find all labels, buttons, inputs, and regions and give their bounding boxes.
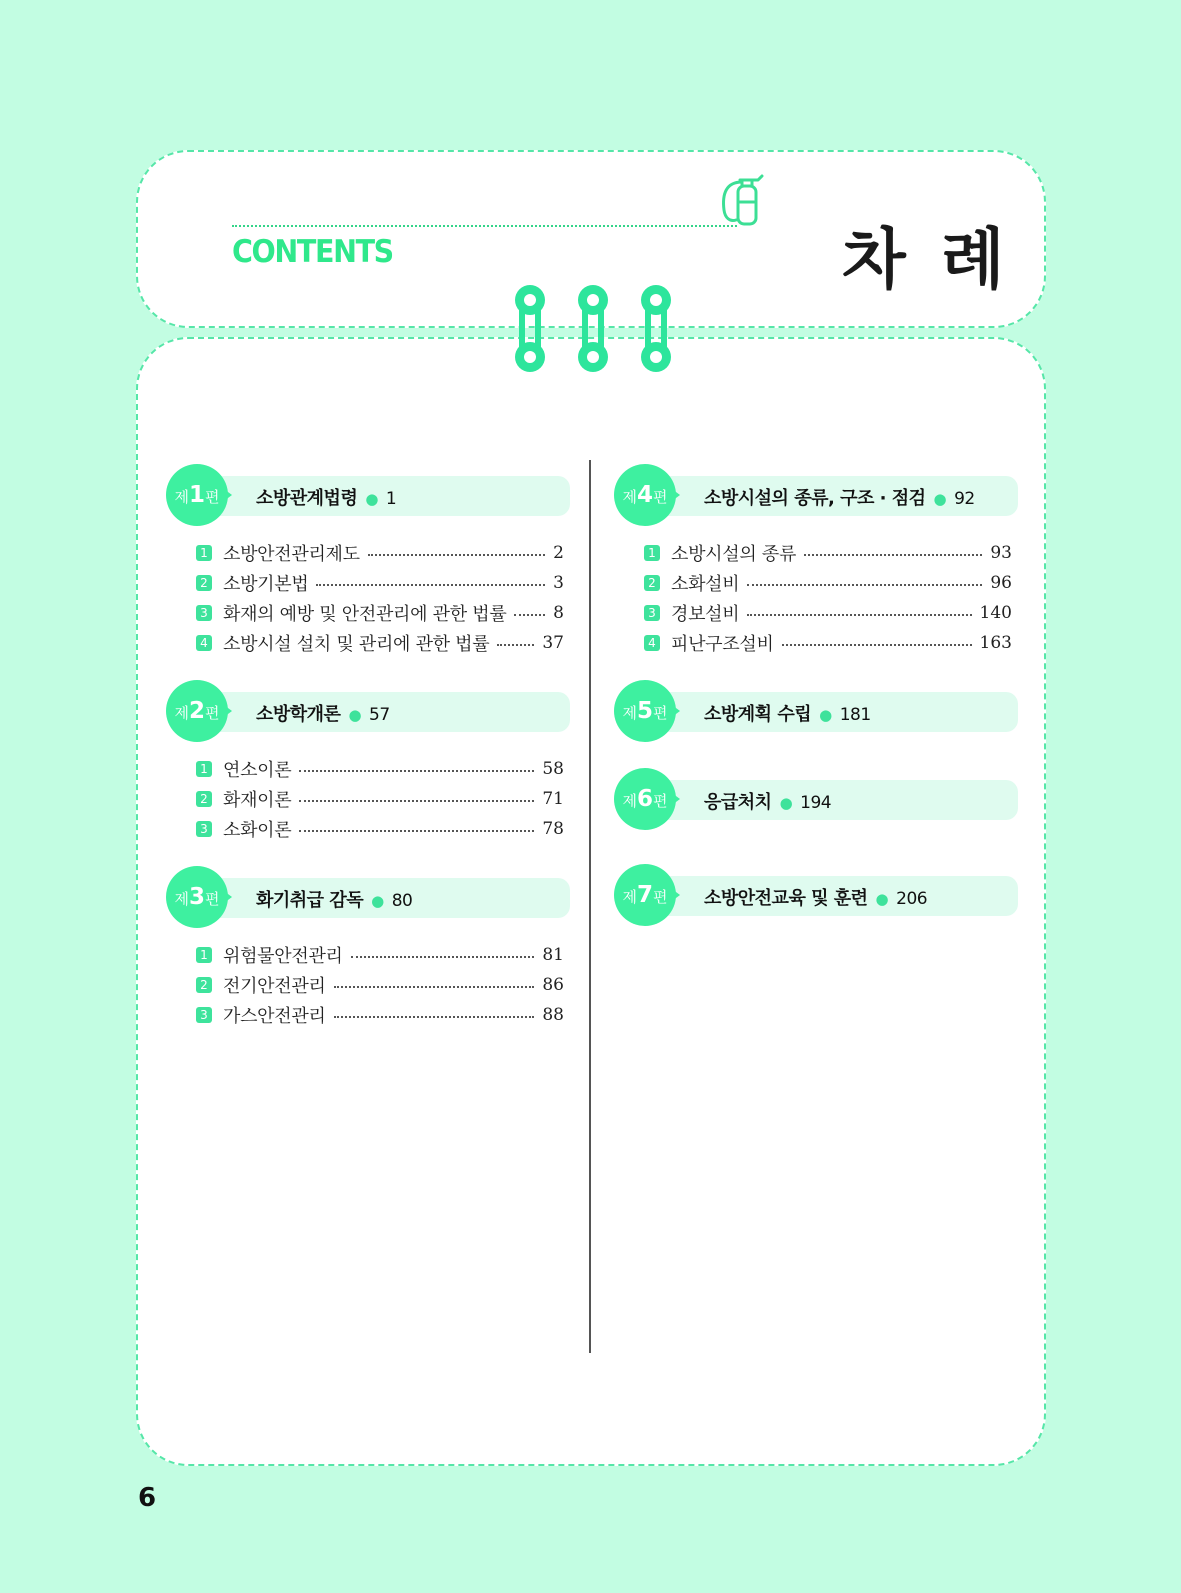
part-suffix: 편 <box>653 488 668 506</box>
fire-extinguisher-icon <box>716 172 766 230</box>
dot-leader <box>747 614 971 616</box>
part-suffix: 편 <box>205 890 220 908</box>
dot-leader <box>334 986 535 988</box>
chapter-item[interactable] <box>196 970 564 1000</box>
chapter-item[interactable] <box>644 628 1012 658</box>
chapter-item[interactable] <box>196 814 564 844</box>
bullet-icon: ● <box>819 706 832 724</box>
part-prefix: 제 <box>174 488 189 506</box>
chapter-title: 위험물안전관리 <box>223 946 343 967</box>
chapter-page: 8 <box>553 603 564 623</box>
page-number: 6 <box>138 1483 157 1513</box>
part-title: 소방관계법령 <box>256 488 358 509</box>
part-prefix: 제 <box>174 704 189 722</box>
dot-leader <box>316 584 545 586</box>
chapter-number: 3 <box>196 605 212 621</box>
chapter-item[interactable] <box>644 538 1012 568</box>
chapter-list-2 <box>196 754 564 844</box>
part-suffix: 편 <box>653 888 668 906</box>
part-heading-6[interactable] <box>614 768 1018 830</box>
dot-leader <box>368 554 545 556</box>
dot-leader <box>351 956 535 958</box>
part-prefix: 제 <box>174 890 189 908</box>
chapter-title: 소방안전관리제도 <box>223 544 360 565</box>
part-badge <box>614 464 676 526</box>
chapter-number: 4 <box>196 635 212 651</box>
chapter-number: 2 <box>196 575 212 591</box>
part-title-line <box>704 884 927 910</box>
chapter-page: 163 <box>979 633 1012 653</box>
part-title-line <box>256 700 390 726</box>
chapter-item[interactable] <box>196 568 564 598</box>
part-prefix: 제 <box>622 888 637 906</box>
part-badge <box>166 464 228 526</box>
chapter-number: 1 <box>196 947 212 963</box>
dot-leader <box>747 584 982 586</box>
part-title: 응급처치 <box>704 792 772 813</box>
chapter-title: 소화이론 <box>223 820 292 841</box>
chapter-number: 2 <box>196 791 212 807</box>
chapter-item[interactable] <box>644 568 1012 598</box>
column-divider <box>589 460 591 1353</box>
binder-ring-hole <box>524 351 536 363</box>
part-title-line <box>704 484 975 510</box>
chapter-title: 소화설비 <box>671 574 740 595</box>
chapter-list-1 <box>196 538 564 658</box>
bullet-icon: ● <box>348 706 362 724</box>
chapter-page: 37 <box>542 633 564 653</box>
dot-leader <box>497 644 534 646</box>
part-arrow-icon <box>224 891 232 903</box>
part-suffix: 편 <box>205 488 220 506</box>
part-prefix: 제 <box>622 488 637 506</box>
chapter-title: 피난구조설비 <box>671 634 774 655</box>
part-number: 7 <box>636 882 653 908</box>
chapter-title: 전기안전관리 <box>223 976 326 997</box>
dot-leader <box>299 770 534 772</box>
part-suffix: 편 <box>653 704 668 722</box>
part-arrow-icon <box>672 489 680 501</box>
chapter-title: 소방기본법 <box>223 574 309 595</box>
part-heading-5[interactable] <box>614 680 1018 742</box>
part-page: 57 <box>369 705 390 725</box>
chapter-title: 연소이론 <box>223 760 292 781</box>
bullet-icon: ● <box>875 890 889 908</box>
dot-leader <box>334 1016 535 1018</box>
part-arrow-icon <box>224 489 232 501</box>
chapter-number: 1 <box>644 545 660 561</box>
page-title: 차 례 <box>842 221 1011 298</box>
part-title-line <box>704 700 871 726</box>
part-heading-7[interactable] <box>614 864 1018 926</box>
chapter-list-4 <box>644 538 1012 658</box>
part-title-line <box>256 886 412 912</box>
binder-ring-hole <box>524 294 536 306</box>
part-heading-2[interactable] <box>166 680 570 742</box>
part-badge <box>614 768 676 830</box>
part-title-line <box>256 484 396 510</box>
chapter-item[interactable] <box>644 598 1012 628</box>
chapter-title: 화재의 예방 및 안전관리에 관한 법률 <box>223 604 507 625</box>
part-suffix: 편 <box>205 704 220 722</box>
chapter-page: 3 <box>553 573 564 593</box>
part-heading-3[interactable] <box>166 866 570 928</box>
part-heading-1[interactable] <box>166 464 570 526</box>
binder-ring-hole <box>587 294 599 306</box>
part-number: 3 <box>188 884 205 910</box>
part-heading-4[interactable] <box>614 464 1018 526</box>
chapter-item[interactable] <box>196 1000 564 1030</box>
chapter-number: 4 <box>644 635 660 651</box>
part-badge <box>614 864 676 926</box>
chapter-title: 소방시설 설치 및 관리에 관한 법률 <box>223 634 490 655</box>
part-number: 4 <box>636 482 653 508</box>
header-dotted-rule <box>232 225 737 227</box>
part-number: 1 <box>188 482 205 508</box>
chapter-item[interactable] <box>196 940 564 970</box>
chapter-number: 2 <box>196 977 212 993</box>
chapter-item[interactable] <box>196 628 564 658</box>
part-title: 소방계획 수립 <box>704 704 812 725</box>
chapter-title: 경보설비 <box>671 604 740 625</box>
chapter-page: 81 <box>542 945 564 965</box>
part-number: 5 <box>636 698 653 724</box>
part-page: 194 <box>800 793 832 813</box>
chapter-title: 소방시설의 종류 <box>671 544 797 565</box>
chapter-page: 140 <box>979 603 1012 623</box>
chapter-page: 2 <box>553 543 564 563</box>
bullet-icon: ● <box>371 892 384 910</box>
dot-leader <box>782 644 972 646</box>
part-number: 2 <box>188 698 205 724</box>
bullet-icon: ● <box>933 490 947 508</box>
part-badge <box>614 680 676 742</box>
part-suffix: 편 <box>653 792 668 810</box>
part-title: 소방학개론 <box>256 704 341 725</box>
chapter-page: 88 <box>542 1005 564 1025</box>
part-arrow-icon <box>672 793 680 805</box>
part-page: 181 <box>839 705 871 725</box>
binder-ring-hole <box>650 294 662 306</box>
binder-ring-hole <box>587 351 599 363</box>
bullet-icon: ● <box>779 794 793 812</box>
part-page: 1 <box>385 489 397 509</box>
part-badge <box>166 866 228 928</box>
part-page: 92 <box>954 489 975 509</box>
chapter-page: 58 <box>542 759 564 779</box>
part-arrow-icon <box>672 705 680 717</box>
chapter-number: 3 <box>196 1007 212 1023</box>
part-badge <box>166 680 228 742</box>
chapter-number: 1 <box>196 761 212 777</box>
part-arrow-icon <box>224 705 232 717</box>
part-prefix: 제 <box>622 704 637 722</box>
binder-ring-hole <box>650 351 662 363</box>
chapter-page: 78 <box>542 819 564 839</box>
chapter-number: 3 <box>644 605 660 621</box>
dot-leader <box>299 800 534 802</box>
chapter-item[interactable] <box>196 754 564 784</box>
chapter-title: 가스안전관리 <box>223 1006 326 1027</box>
chapter-page: 93 <box>990 543 1012 563</box>
chapter-item[interactable] <box>196 784 564 814</box>
part-page: 206 <box>896 889 928 909</box>
part-number: 6 <box>636 786 653 812</box>
chapter-page: 96 <box>990 573 1012 593</box>
chapter-list-3 <box>196 940 564 1030</box>
part-arrow-icon <box>672 889 680 901</box>
chapter-number: 1 <box>196 545 212 561</box>
part-title-line <box>704 788 831 814</box>
dot-leader <box>514 614 545 616</box>
chapter-page: 71 <box>542 789 564 809</box>
chapter-item[interactable] <box>196 538 564 568</box>
chapter-title: 화재이론 <box>223 790 292 811</box>
part-page: 80 <box>391 891 413 911</box>
part-title: 소방시설의 종류, 구조 · 점검 <box>704 488 926 509</box>
contents-label: CONTENTS <box>232 234 393 270</box>
chapter-item[interactable] <box>196 598 564 628</box>
chapter-number: 2 <box>644 575 660 591</box>
bullet-icon: ● <box>365 490 378 508</box>
dot-leader <box>299 830 534 832</box>
chapter-page: 86 <box>542 975 564 995</box>
chapter-number: 3 <box>196 821 212 837</box>
dot-leader <box>804 554 982 556</box>
part-prefix: 제 <box>622 792 637 810</box>
part-title: 소방안전교육 및 훈련 <box>704 888 868 909</box>
part-title: 화기취급 감독 <box>256 890 364 911</box>
